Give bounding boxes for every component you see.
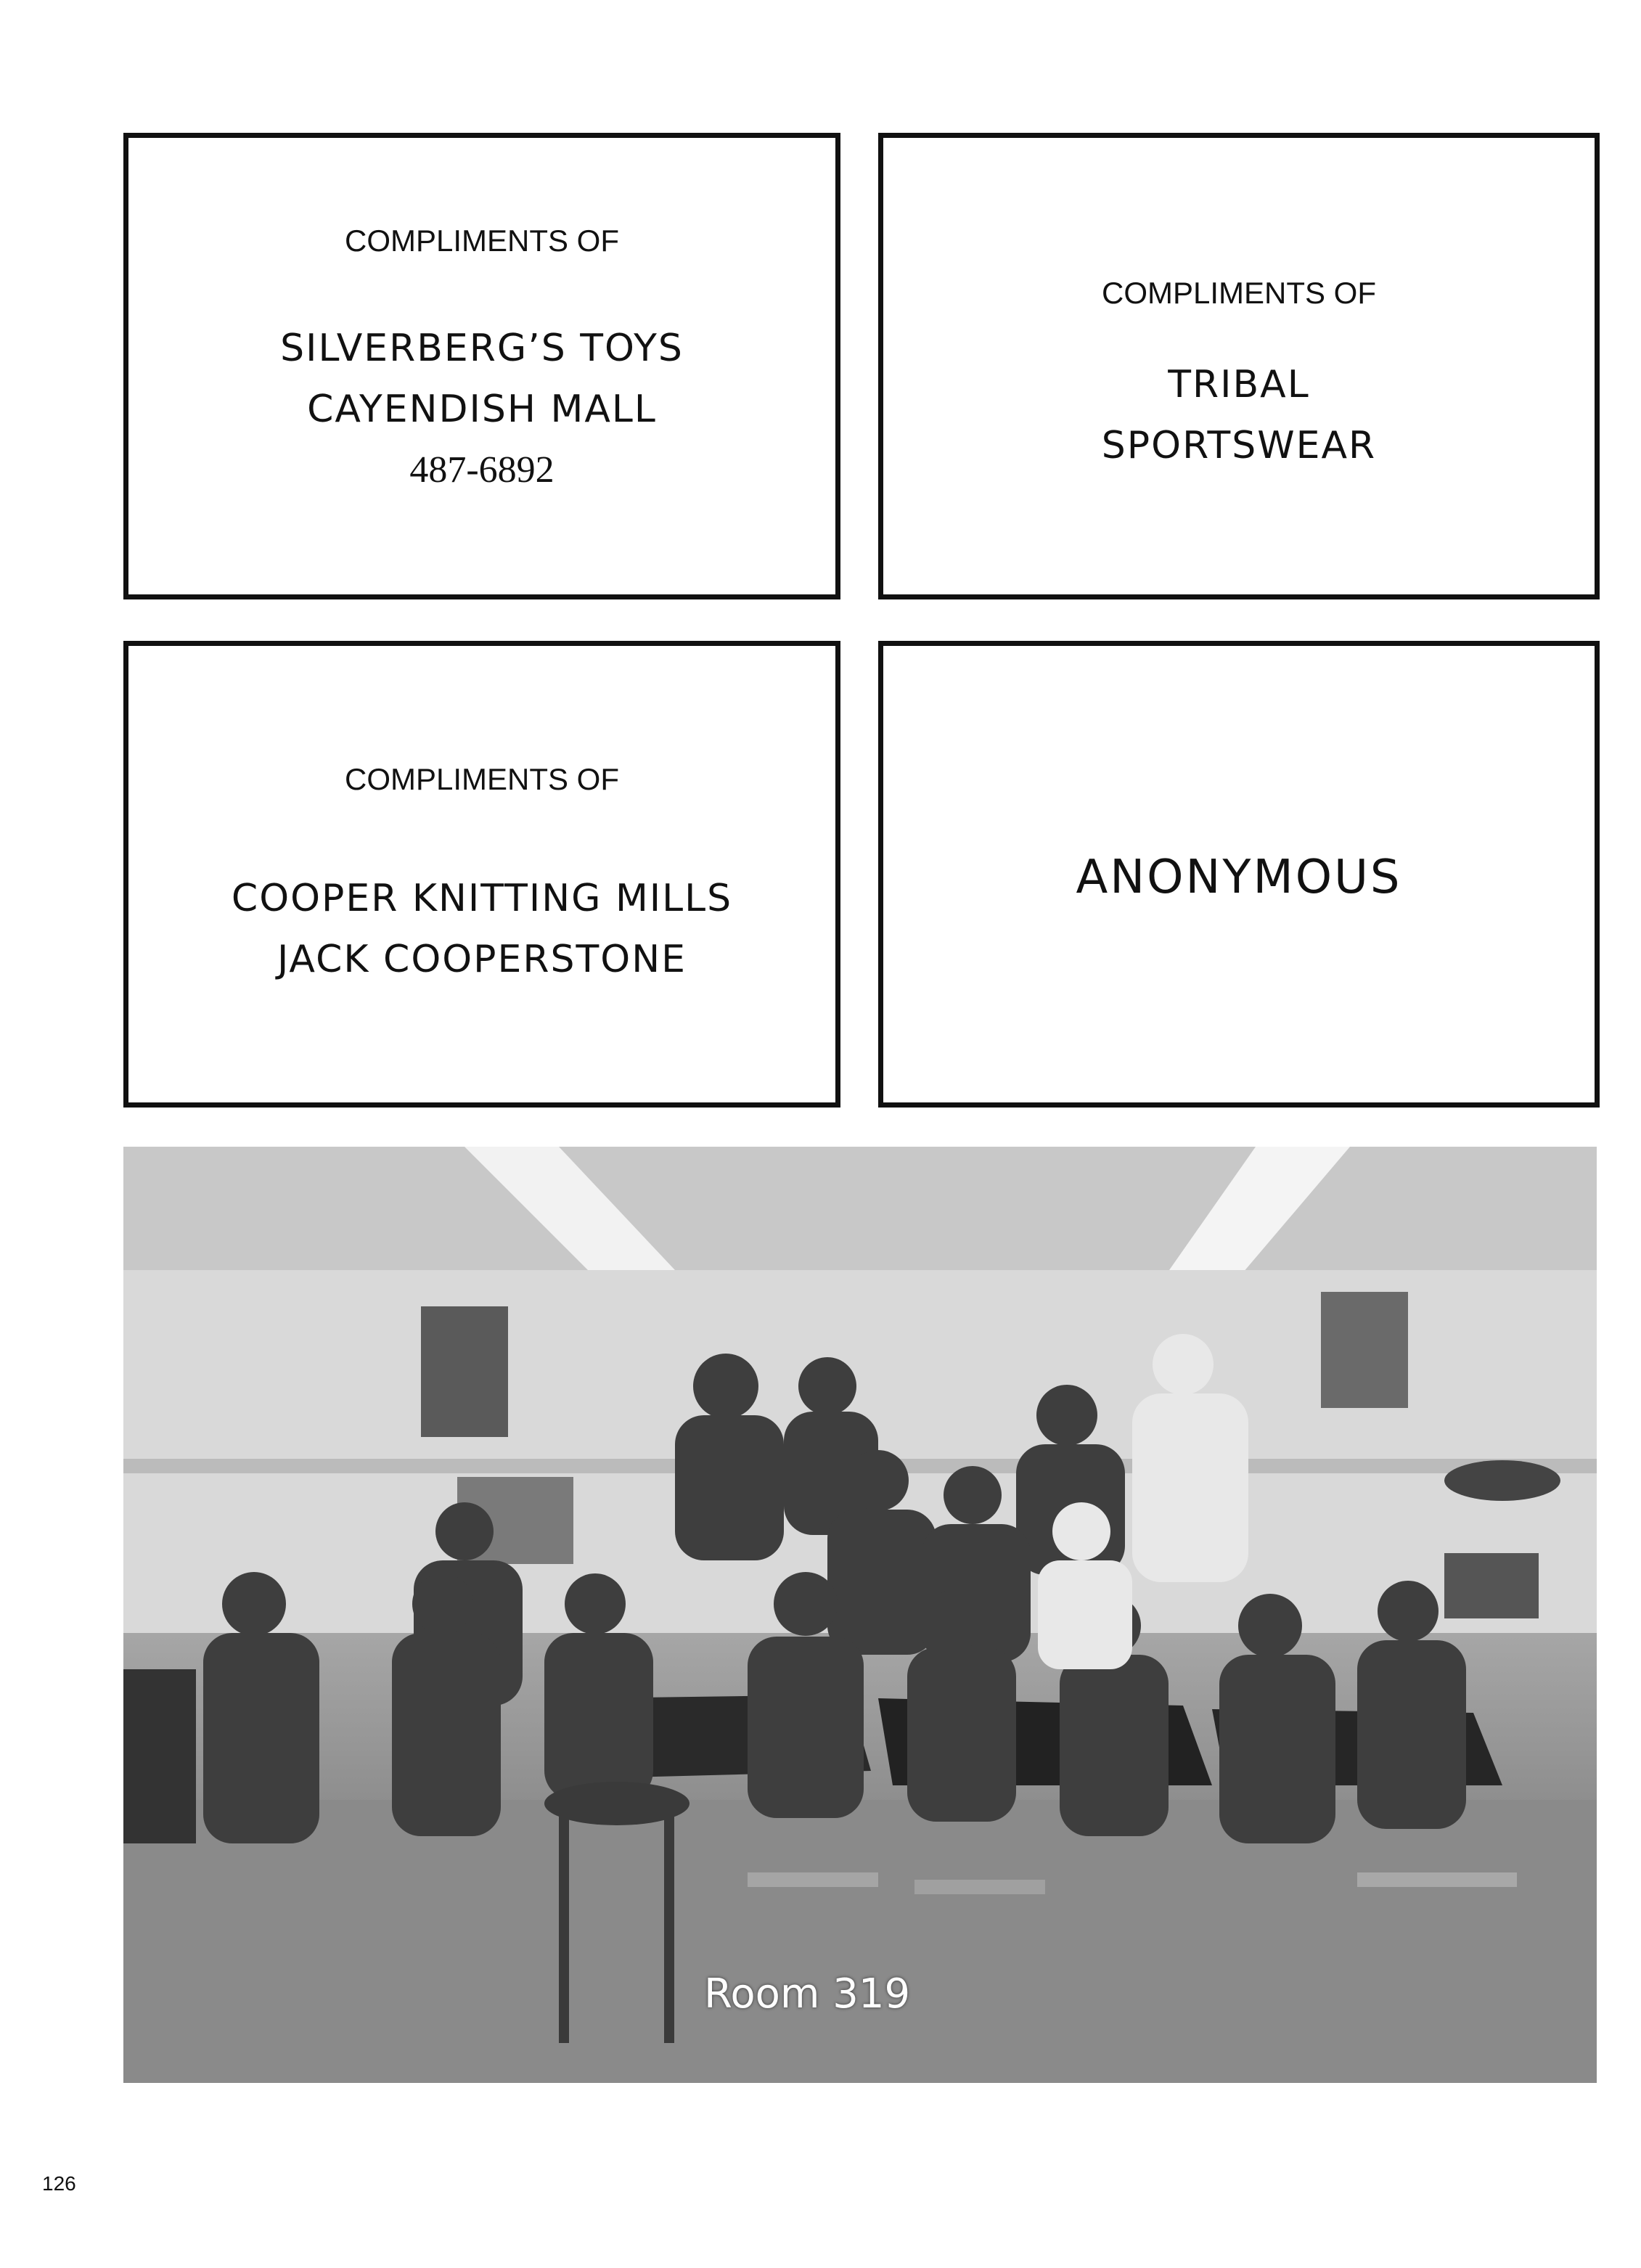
ad-anonymous xyxy=(878,641,1600,1108)
page-number: 126 xyxy=(42,2172,76,2195)
ad-intro: COMPLIMENTS OF xyxy=(344,224,620,258)
ad-body xyxy=(280,318,684,501)
photo-caption: Room 319 xyxy=(704,1970,911,2018)
ad-silverbergs-toys xyxy=(123,133,840,599)
ad-phone: 487-6892 xyxy=(409,449,554,491)
ad-intro: COMPLIMENTS OF xyxy=(1101,276,1377,310)
ad-cooper-knitting-mills xyxy=(123,641,840,1108)
ad-business-name: SILVERBERG’S TOYS xyxy=(280,327,684,370)
ad-intro: COMPLIMENTS OF xyxy=(344,762,620,796)
ad-anonymous-text: ANONYMOUS xyxy=(1076,851,1402,904)
ad-tribal-sportswear xyxy=(878,133,1600,599)
ad-contact-name: JACK COOPERSTONE xyxy=(277,938,687,981)
ad-business-name: COOPER KNITTING MILLS xyxy=(231,877,733,920)
ad-location: CAYENDISH MALL xyxy=(307,388,657,431)
ad-business-name-line2: SPORTSWEAR xyxy=(1101,424,1377,467)
ad-body xyxy=(1102,354,1376,476)
ad-business-name-line1: TRIBAL xyxy=(1168,363,1310,406)
photo-illustration xyxy=(123,1147,1597,2083)
band-room-photo xyxy=(123,1147,1597,2083)
ad-body xyxy=(232,868,732,990)
